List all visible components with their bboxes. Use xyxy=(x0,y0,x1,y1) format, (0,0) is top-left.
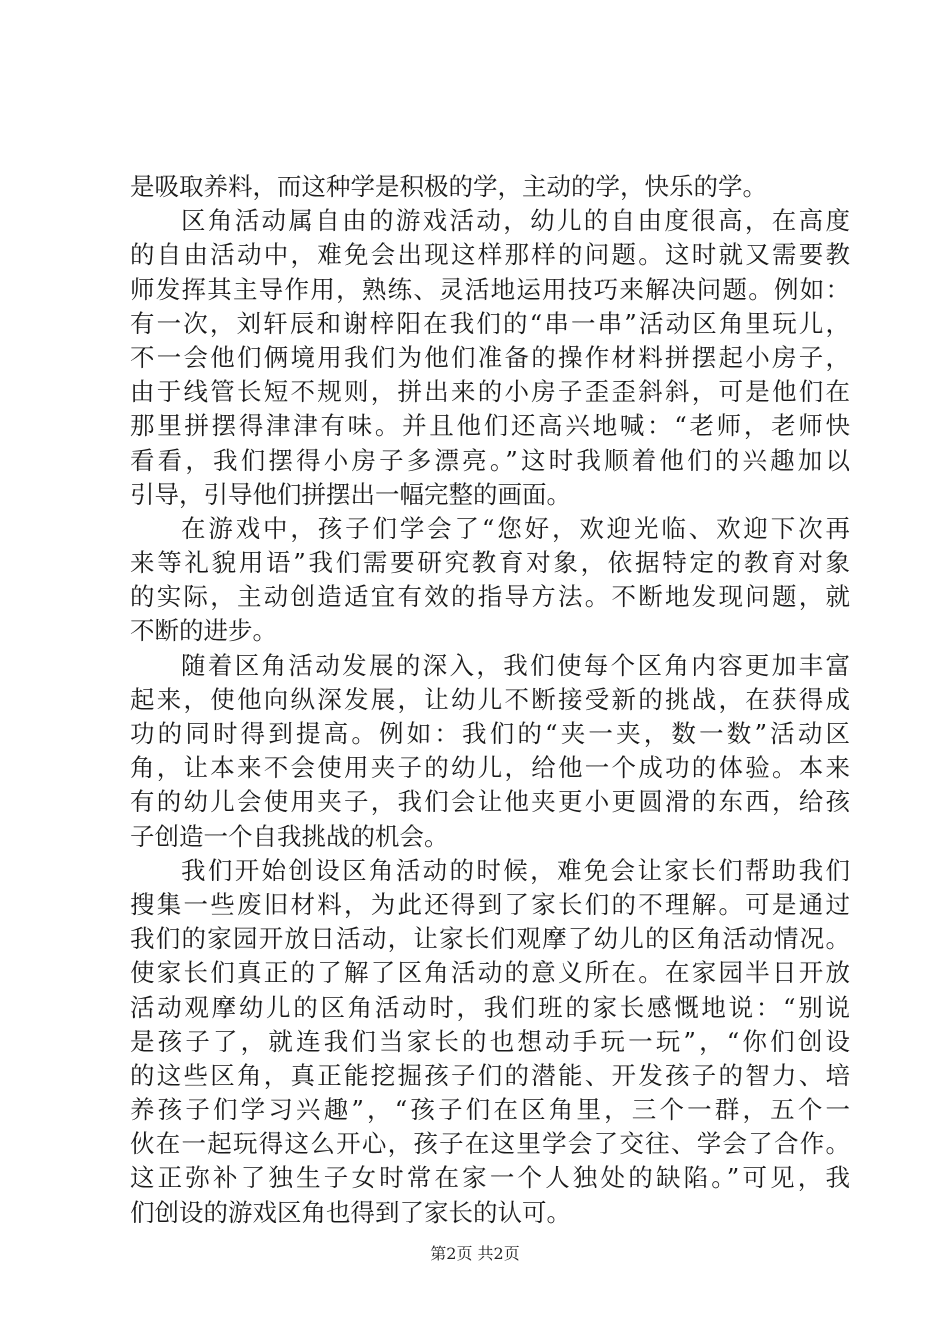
text-line: 随着区角活动发展的深入，我们使每个区角内容更加丰富 xyxy=(181,650,850,680)
text-line: 是吸取养料，而这种学是积极的学，主动的学，快乐的学。 xyxy=(130,172,767,201)
text-line: 的实际，主动创造适宜有效的指导方法。不断地发现问题，就 xyxy=(130,582,850,612)
text-line: 伙在一起玩得这么开心，孩子在这里学会了交往、学会了合作。 xyxy=(130,1129,850,1159)
text-line: 养孩子们学习兴趣”，“孩子们在区角里，三个一群，五个一 xyxy=(130,1095,850,1125)
text-line: 区角活动属自由的游戏活动，幼儿的自由度很高，在高度 xyxy=(181,206,850,236)
text-line: 功的同时得到提高。例如：我们的“夹一夹，数一数”活动区 xyxy=(130,719,850,748)
body-text xyxy=(130,170,850,1230)
text-line: 我们开始创设区角活动的时候，难免会让家长们帮助我们 xyxy=(181,855,850,885)
text-line: 使家长们真正的了解了区角活动的意义所在。在家园半日开放 xyxy=(130,958,850,988)
text-line: 们创设的游戏区角也得到了家长的认可。 xyxy=(130,1197,571,1227)
text-line: 在游戏中，孩子们学会了“您好，欢迎光临、欢迎下次再 xyxy=(181,513,850,543)
text-line: 是孩子了，就连我们当家长的也想动手玩一玩”，“你们创设 xyxy=(130,1026,850,1056)
text-line: 师发挥其主导作用，熟练、灵活地运用技巧来解决问题。例如： xyxy=(130,274,850,304)
text-line: 的自由活动中，难免会出现这样那样的问题。这时就又需要教 xyxy=(130,240,850,270)
page-footer xyxy=(0,1244,950,1264)
text-line: 那里拼摆得津津有味。并且他们还高兴地喊：“老师，老师快 xyxy=(130,411,850,441)
text-line: 有一次，刘轩辰和谢梓阳在我们的“串一串”活动区角里玩儿， xyxy=(130,308,850,338)
text-line: 活动观摩幼儿的区角活动时，我们班的家长感慨地说：“别说 xyxy=(130,992,850,1022)
text-line: 这正弥补了独生子女时常在家一个人独处的缺陷。”可见，我 xyxy=(130,1163,850,1193)
text-line: 引导，引导他们拼摆出一幅完整的画面。 xyxy=(130,479,571,509)
text-line: 看看，我们摆得小房子多漂亮。”这时我顺着他们的兴趣加以 xyxy=(130,445,850,475)
text-line: 搜集一些废旧材料，为此还得到了家长们的不理解。可是通过 xyxy=(130,889,850,919)
page-number: 第2页 共2页 xyxy=(430,1244,520,1263)
text-line: 不一会他们俩境用我们为他们准备的操作材料拼摆起小房子， xyxy=(130,342,850,372)
text-line: 我们的家园开放日活动，让家长们观摩了幼儿的区角活动情况。 xyxy=(130,924,850,954)
text-line: 由于线管长短不规则，拼出来的小房子歪歪斜斜，可是他们在 xyxy=(130,377,850,407)
text-line: 子创造一个自我挑战的机会。 xyxy=(130,821,449,851)
text-line: 不断的进步。 xyxy=(130,616,277,646)
text-line: 有的幼儿会使用夹子，我们会让他夹更小更圆滑的东西，给孩 xyxy=(130,787,850,817)
text-line: 角，让本来不会使用夹子的幼儿，给他一个成功的体验。本来 xyxy=(130,753,850,783)
text-line: 的这些区角，真正能挖掘孩子们的潜能、开发孩子的智力、培 xyxy=(130,1060,850,1090)
text-line: 来等礼貌用语”我们需要研究教育对象，依据特定的教育对象 xyxy=(130,548,850,578)
text-line: 起来，使他向纵深发展，让幼儿不断接受新的挑战，在获得成 xyxy=(130,684,850,714)
